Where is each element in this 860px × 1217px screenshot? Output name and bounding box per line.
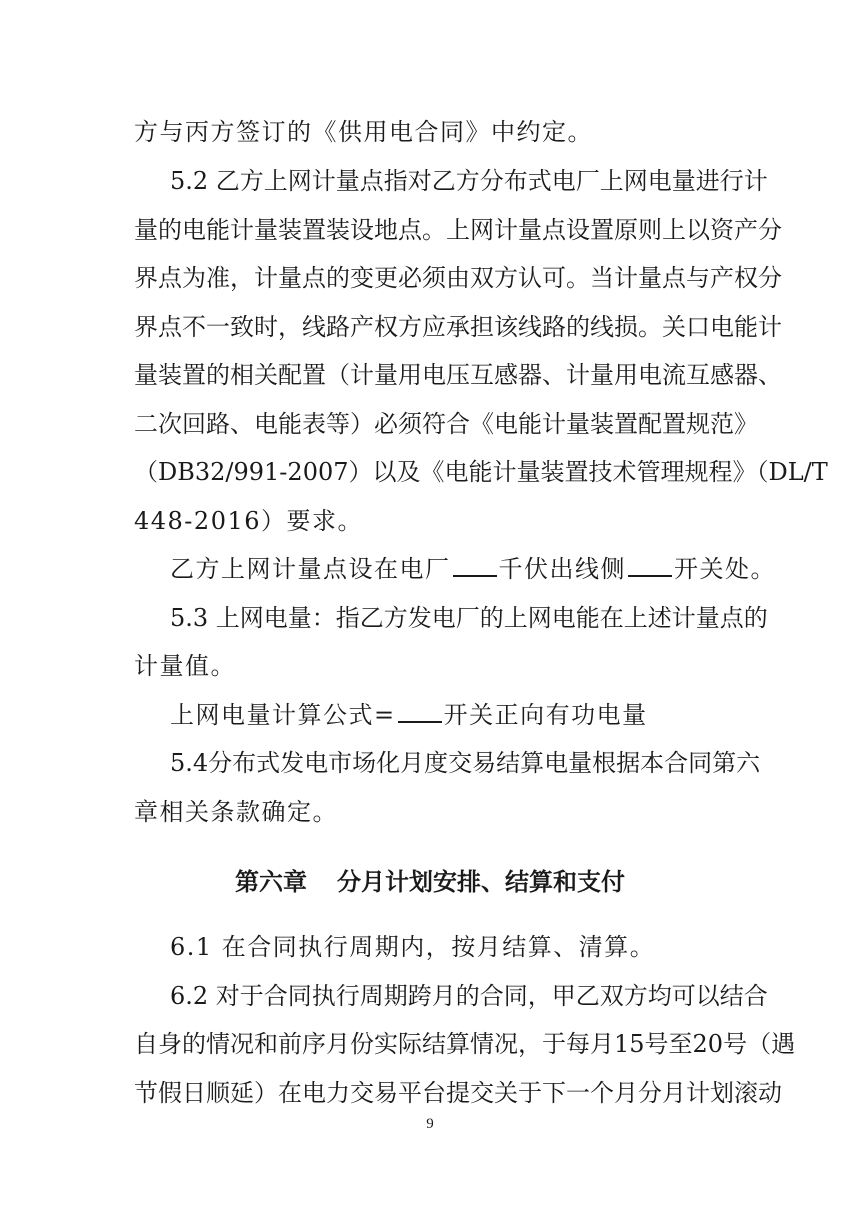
chapter-number: 第六章 [235,868,307,896]
text-line: 量的电能计量装置装设地点。上网计量点设置原则上以资产分 [134,216,782,244]
text-line: 节假日顺延）在电力交易平台提交关于下一个月分月计划滚动 [134,1079,782,1107]
text-line: 方与丙方签订的《供用电合同》中约定。 [134,118,593,146]
chapter-title: 分月计划安排、结算和支付 [337,868,625,896]
text-line: 量装置的相关配置（计量用电压互感器、计量用电流互感器、 [134,361,782,389]
text-line: 界点不一致时，线路产权方应承担该线路的线损。关口电能计 [134,313,782,341]
text-line: 5.2 乙方上网计量点指对乙方分布式电厂上网电量进行计 [170,167,768,195]
voltage-blank [453,553,497,577]
text-line: 计量值。 [134,652,236,680]
metering-point-text: 乙方上网计量点设在电厂 [170,555,451,583]
section-6-2-line: 6.2 对于合同执行周期跨月的合同，甲乙双方均可以结合 [170,982,768,1010]
text-line: （DB32/991-2007）以及《电能计量装置技术管理规程》（DL/T [134,458,828,486]
section-6-1-line: 6.1 在合同执行周期内，按月结算、清算。 [170,933,656,961]
text-line: 448-2016）要求。 [134,507,363,535]
text-line: 界点为准，计量点的变更必须由双方认可。当计量点与产权分 [134,264,782,292]
text-line: 自身的情况和前序月份实际结算情况，于每月15号至20号（遇 [134,1030,796,1058]
metering-point-text: 千伏出线侧 [498,555,626,583]
formula-line [170,697,744,733]
chapter-heading [0,864,860,900]
metering-point-line [170,551,776,587]
formula-text: 开关正向有功电量 [443,701,648,729]
formula-text: 上网电量计算公式= [170,701,396,729]
section-5-4-line: 5.4分布式发电市场化月度交易结算电量根据本合同第六 [170,749,761,777]
text-line: 二次回路、电能表等）必须符合《电能计量装置配置规范》 [134,410,758,438]
switch-blank [628,553,672,577]
metering-point-text: 开关处。 [674,555,776,583]
section-5-3-line: 5.3 上网电量：指乙方发电厂的上网电能在上述计量点的 [170,604,768,632]
page-number: 9 [426,1116,434,1132]
formula-blank [398,699,442,723]
text-line: 章相关条款确定。 [134,798,338,826]
